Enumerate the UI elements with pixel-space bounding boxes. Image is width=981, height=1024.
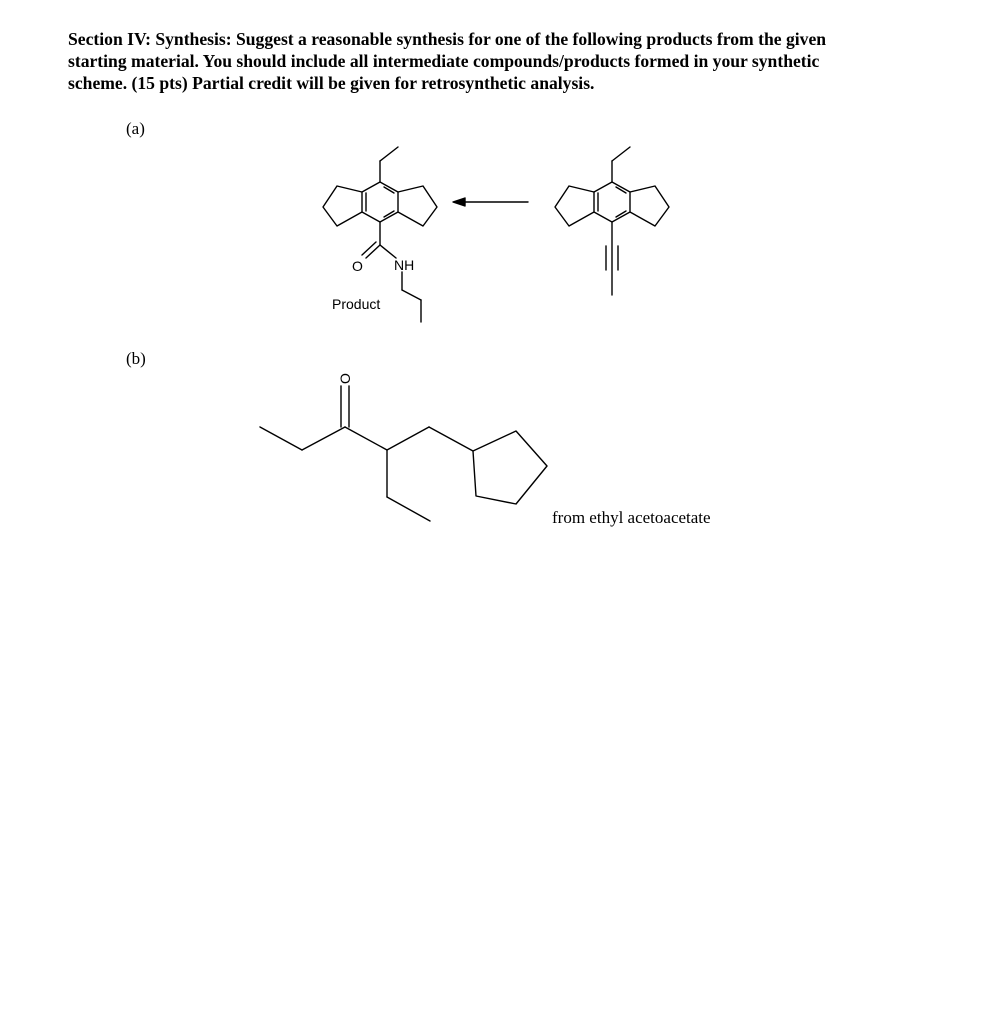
part-b-label: (b) [126,349,146,368]
product-label: Product [332,296,381,312]
part-a-label: (a) [126,119,145,138]
target-oxygen-atom: O [337,373,353,384]
reaction-arrow [453,198,528,206]
header-line-3: scheme. (15 pts) Partial credit will be given for retrosynthetic analysis. [68,73,595,93]
starting-material-structure-a [555,147,669,295]
header-line-1: Section IV: Synthesis: Suggest a reasonable synthesis for one of the following products from the given [68,29,827,49]
header-line-2: starting material. You should include all intermediate compounds/products formed in your synthetic [68,51,820,71]
starting-material-note: from ethyl acetoacetate [552,508,711,527]
target-structure-b [260,386,547,521]
product-nh-atom: NH [394,257,415,273]
product-oxygen-atom: O [352,258,363,274]
